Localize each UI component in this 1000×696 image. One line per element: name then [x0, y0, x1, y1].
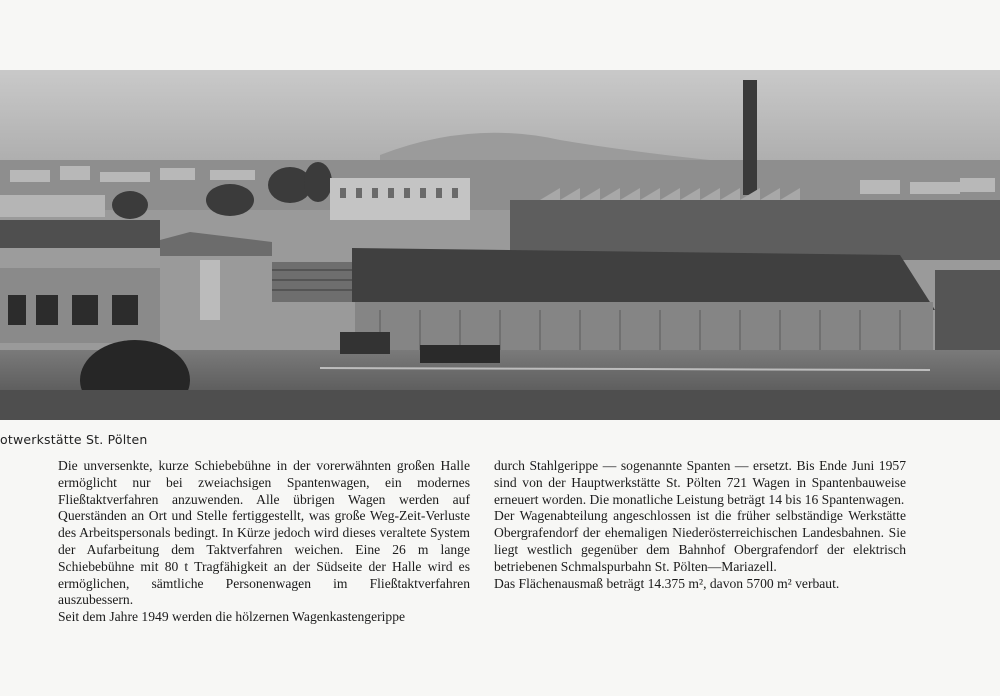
- paragraph: Das Flächenausmaß beträgt 14.375 m², davon 5700 m² verbaut.: [494, 575, 840, 591]
- paragraph: Seit dem Jahre 1949 werden die hölzernen Wagenkastengerippe: [58, 609, 406, 625]
- paragraph: Der Wagenabteilung angeschlossen ist die früher selbständige Werkstätte Obergrafendorf der ehemaligen Niederösterreichischen Landesbahnen. Sie liegt westlich gegenüber dem Bahnhof Obergrafendorf der elektrisch betriebenen Schmalspurbahn St. Pölten—Mariazell.: [494, 508, 906, 574]
- works-photograph: [0, 70, 1000, 420]
- photo-caption: otwerkstätte St. Pölten: [0, 432, 148, 447]
- text-column-left: [58, 458, 470, 626]
- industrial-works-photo-icon: [0, 70, 1000, 420]
- paragraph: Die unversenkte, kurze Schiebebühne in der vorerwähnten großen Halle ermöglicht nur bei zweiachsigen Spantenwagen, ein modernes Fließtaktverfahren anzuwenden. Alle übrigen Wagen werden auf Querständen an Ort und Stelle fertiggestellt, was große Weg-Zeit-Verluste des Arbeitspersonals bedingt. In Kürze jedoch wird dieses veraltete System der Aufarbeitung dem Taktverfahren weichen. Eine 26 m lange Schiebebühne mit 80 t Tragfähigkeit an der Südseite der Halle wird es ermöglichen, sämtliche Personenwagen im Fließtaktverfahren auszubessern.: [58, 458, 470, 608]
- paragraph: durch Stahlgerippe — sogenannte Spanten — ersetzt. Bis Ende Juni 1957 sind von der Hauptwerkstätte St. Pölten 721 Wagen in Spantenbauweise erneuert worden. Die monatliche Leistung beträgt 14 bis 16 Spantenwagen.: [494, 458, 906, 507]
- text-column-right: [494, 458, 906, 592]
